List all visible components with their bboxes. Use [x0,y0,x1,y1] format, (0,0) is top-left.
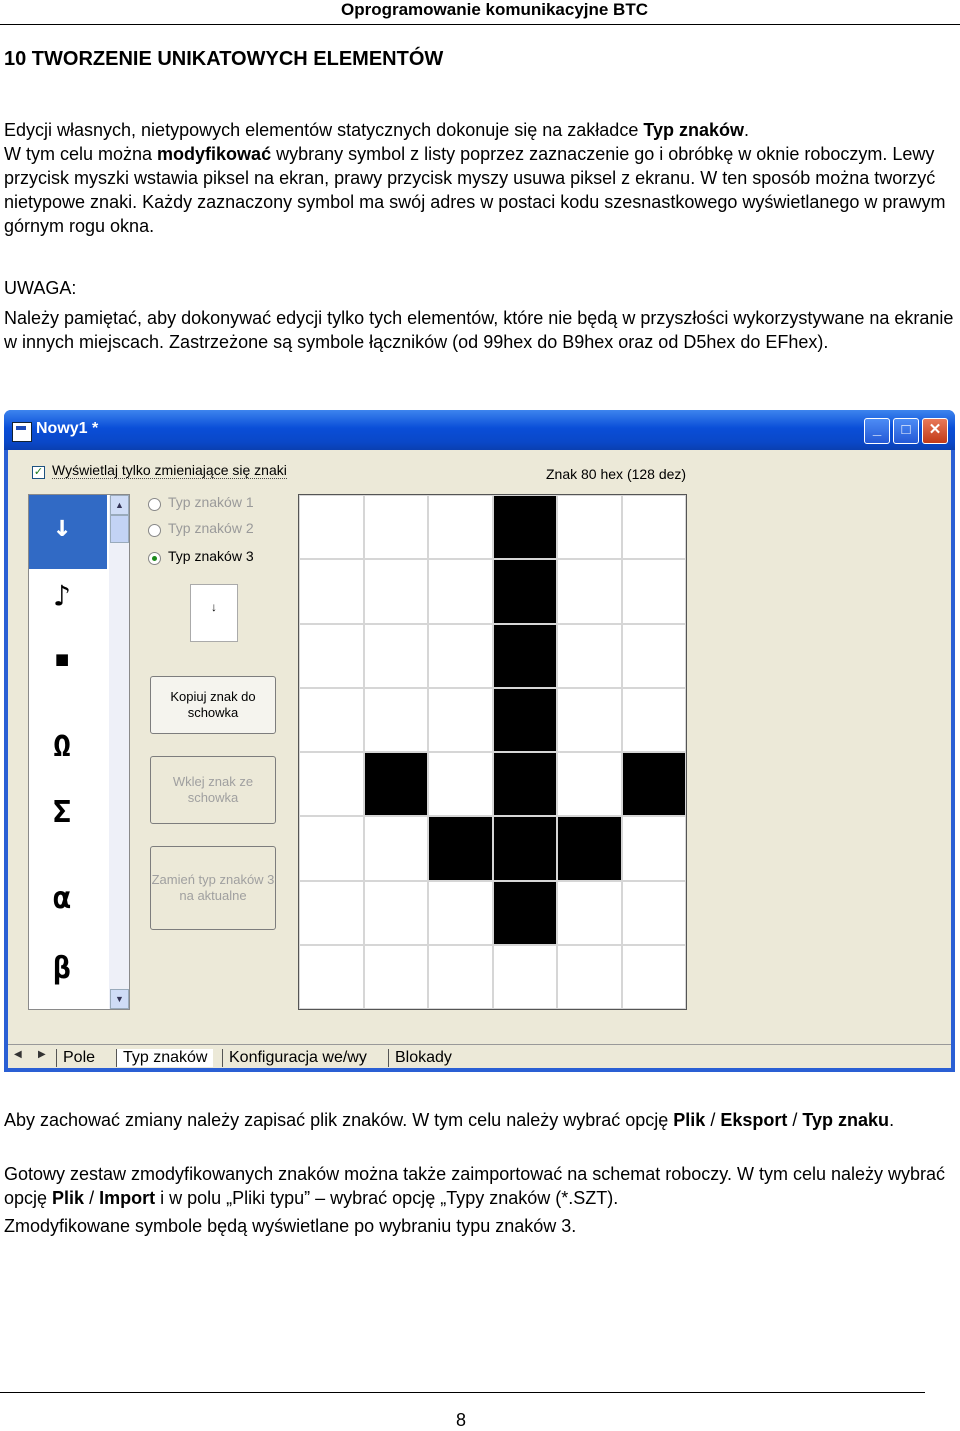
pixel-cell[interactable] [493,752,558,816]
pixel-cell[interactable] [299,816,364,880]
pixel-cell[interactable] [557,881,622,945]
text-run: W tym celu można [4,144,158,164]
bold-term: Typ znaków [643,120,745,140]
pixel-cell[interactable] [493,945,558,1009]
text-run: . [889,1110,895,1130]
symbol-item[interactable]: ♪ [53,579,72,614]
pixel-cell[interactable] [622,495,687,559]
pixel-cell[interactable] [493,495,558,559]
pixel-cell[interactable] [299,495,364,559]
pixel-cell[interactable] [364,559,429,623]
pixel-cell[interactable] [428,559,493,623]
text-run: wybrany symbol z listy poprzez zaznaczenie go i obróbkę w oknie roboczym. Lewy przycisk myszki wstawia piksel na ekran, prawy przycisk myszy usuwa piksel z ekranu. W ten sposób można tworzyć nietypowe znaki. Każdy zaznaczony symbol ma swój adres w postaci kodu szesnastkowego wyświetlanego w prawym górnym rogu okna. [4,144,946,236]
bold-term: Import [99,1188,156,1208]
section-title: 10 TWORZENIE UNIKATOWYCH ELEMENTÓW [4,48,444,70]
pixel-cell[interactable] [299,688,364,752]
pixel-cell[interactable] [428,688,493,752]
pixel-cell[interactable] [493,624,558,688]
tab-next-icon[interactable]: ▶ [38,1049,46,1060]
text-run: / [787,1110,803,1130]
text-run: i w polu „Pliki typu” – wybrać opcję „Typy znaków (*.SZT). [155,1188,619,1208]
scroll-down-icon[interactable]: ▼ [110,989,129,1009]
scroll-thumb[interactable] [110,515,129,543]
radio-label[interactable]: Typ znaków 1 [168,494,254,510]
pixel-cell[interactable] [557,495,622,559]
pixel-cell[interactable] [622,881,687,945]
pixel-cell[interactable] [364,688,429,752]
pixel-cell[interactable] [299,752,364,816]
radio-type-2[interactable] [148,524,161,537]
pixel-cell[interactable] [299,559,364,623]
pixel-cell[interactable] [364,624,429,688]
pixel-cell[interactable] [299,624,364,688]
import-paragraph [4,1162,956,1210]
symbol-item[interactable]: Σ [53,795,72,830]
tab-blokady[interactable]: Blokady [388,1049,458,1067]
text-run: Edycji własnych, nietypowych elementów statycznych dokonuje się na zakładce [4,120,644,140]
paste-from-clipboard-button[interactable]: Wklej znak ze schowka [150,756,276,824]
page-number: 8 [456,1410,467,1430]
symbol-item[interactable]: Ω [53,729,72,764]
pixel-cell[interactable] [428,881,493,945]
text-run: / [705,1110,721,1130]
pixel-cell[interactable] [493,881,558,945]
pixel-cell[interactable] [428,495,493,559]
pixel-cell[interactable] [364,945,429,1009]
final-paragraph: Zmodyfikowane symbole będą wyświetlane po wybraniu typu znaków 3. [4,1216,577,1236]
running-header: Oprogramowanie komunikacyjne BTC [340,0,648,19]
radio-label[interactable]: Typ znaków 2 [168,520,254,536]
tab-konfiguracja[interactable]: Konfiguracja we/wy [222,1049,373,1067]
window-client [8,450,951,1068]
header-rule [0,24,960,25]
scroll-up-icon[interactable]: ▲ [110,495,129,515]
pixel-cell[interactable] [557,816,622,880]
bold-term: modyfikować [157,144,272,164]
pixel-cell[interactable] [299,881,364,945]
pixel-cell[interactable] [622,624,687,688]
show-changed-checkbox[interactable]: ✓ [33,466,44,478]
pixel-cell[interactable] [557,945,622,1009]
pixel-cell[interactable] [493,688,558,752]
pixel-cell[interactable] [622,945,687,1009]
pixel-cell[interactable] [622,688,687,752]
text-run: Aby zachować zmiany należy zapisać plik znaków. W tym celu należy wybrać opcję [4,1110,674,1130]
symbol-item[interactable]: ↓ [53,509,72,544]
symbol-item[interactable]: β [53,951,72,986]
text-run: / [84,1188,100,1208]
pixel-cell[interactable] [364,495,429,559]
intro-paragraph [4,118,956,238]
pixel-cell[interactable] [299,945,364,1009]
pixel-cell[interactable] [622,816,687,880]
symbol-list[interactable] [28,494,130,1010]
minimize-button[interactable]: _ [864,418,890,444]
maximize-button[interactable]: □ [893,418,919,444]
radio-type-3[interactable] [148,552,161,565]
close-button[interactable]: ✕ [922,418,948,444]
pixel-cell[interactable] [557,752,622,816]
symbol-item[interactable]: α [53,881,72,916]
pixel-cell[interactable] [493,816,558,880]
radio-label[interactable]: Typ znaków 3 [168,548,254,564]
window-title: Nowy1 * [36,420,99,437]
copy-to-clipboard-button[interactable]: Kopiuj znak do schowka [150,676,276,734]
pixel-cell[interactable] [364,816,429,880]
pixel-cell[interactable] [428,752,493,816]
bold-term: Eksport [720,1110,788,1130]
warning-text: Należy pamiętać, aby dokonywać edycji tylko tych elementów, które nie będą w przyszłości wykorzystywane na ekranie w innych miejscach. Zastrzeżone są symbole łączników (od 99hex do B9hex oraz od D5hex do EFhex). [4,308,954,352]
bold-term: Plik [52,1188,85,1208]
symbol-preview: ↓ [190,584,238,642]
warning-label: UWAGA: [4,278,77,298]
text-run: Gotowy zestaw zmodyfikowanych znaków można także zaimportować na schemat roboczy. W tym celu należy wybrać opcję [4,1164,946,1208]
pixel-cell[interactable] [557,688,622,752]
char-code-label: Znak 80 hex (128 dez) [546,466,687,482]
tab-bar [8,1044,951,1069]
window-titlebar[interactable] [4,410,955,450]
bold-term: Typ znaku [802,1110,890,1130]
pixel-cell[interactable] [428,816,493,880]
pixel-cell[interactable] [493,559,558,623]
show-changed-label[interactable]: Wyświetlaj tylko zmieniające się znaki [52,462,287,478]
tab-typ-znakow[interactable]: Typ znaków [116,1049,213,1067]
radio-type-1[interactable] [148,498,161,511]
pixel-cell[interactable] [622,752,687,816]
pixel-cell[interactable] [557,559,622,623]
symbol-item[interactable]: ▪ [53,641,72,676]
pixel-cell[interactable] [557,624,622,688]
pixel-cell[interactable] [364,881,429,945]
save-paragraph [4,1108,956,1132]
replace-type-button[interactable]: Zamień typ znaków 3 na aktualne [150,846,276,930]
editor-window [4,410,955,1072]
bold-term: Plik [673,1110,706,1130]
pixel-editor-grid[interactable] [298,494,687,1010]
pixel-cell[interactable] [622,559,687,623]
pixel-cell[interactable] [364,752,429,816]
pixel-cell[interactable] [428,624,493,688]
pixel-cell[interactable] [428,945,493,1009]
text-run: . [744,120,750,140]
list-scrollbar[interactable] [109,495,129,1009]
tab-pole[interactable]: Pole [56,1049,101,1067]
tab-prev-icon[interactable]: ◀ [14,1049,22,1060]
app-icon [12,422,32,442]
footer-rule [0,1392,925,1393]
